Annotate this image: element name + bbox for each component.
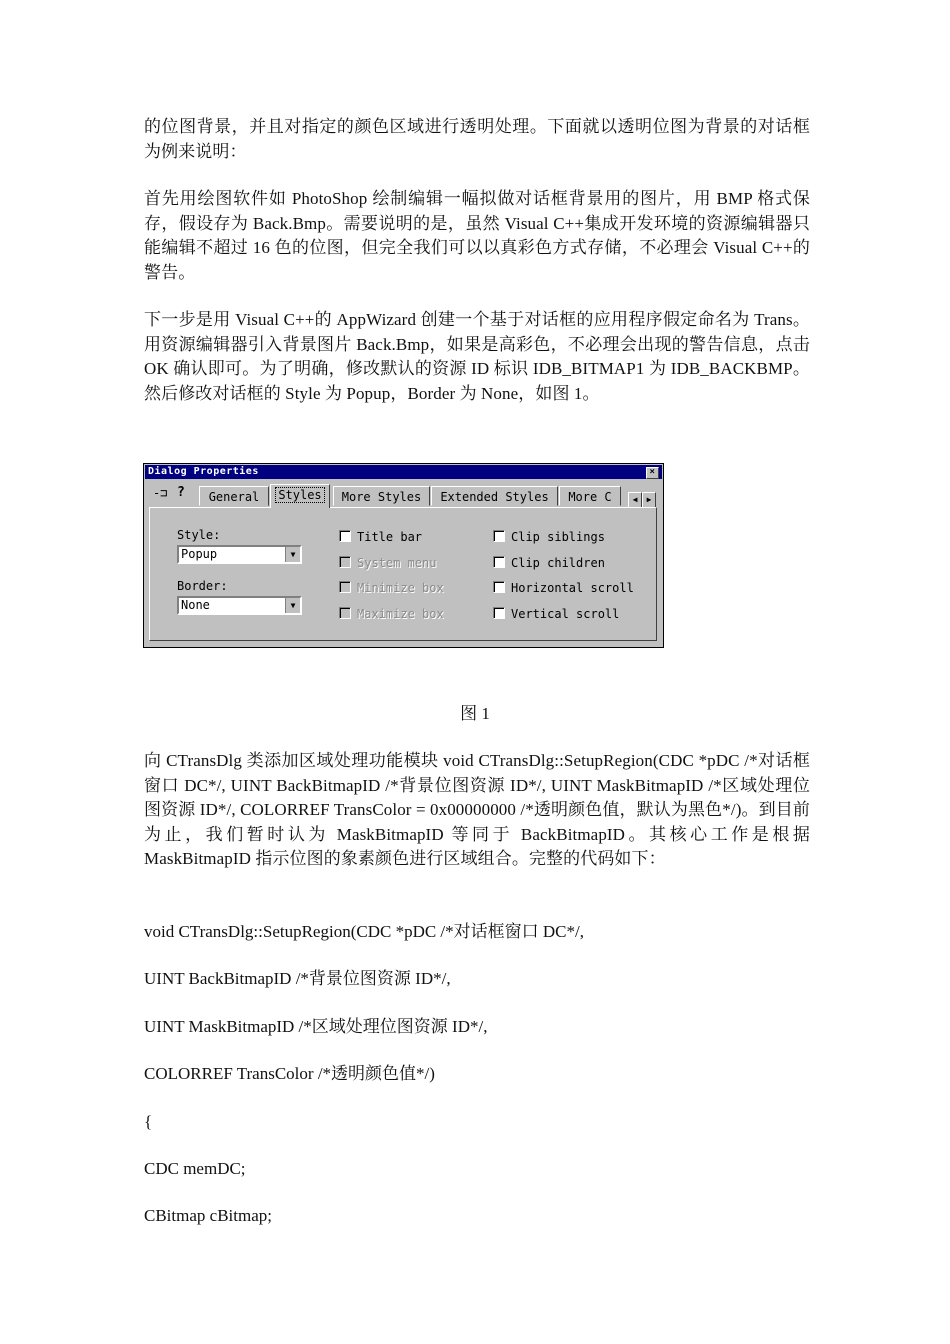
pin-icon[interactable]: -⊐ <box>153 486 168 500</box>
tab-more-styles[interactable]: More Styles <box>333 486 430 506</box>
styles-panel <box>149 507 657 641</box>
paragraph-setup-region: 向 CTransDlg 类添加区域处理功能模块 void CTransDlg::SetupRegion(CDC *pDC /*对话框窗口 DC*/, UINT BackBitmapID /*背景位图资源 ID*/, UINT MaskBitmapID /*区域处理位图资源 ID*/, COLORREF TransColor = 0x00000000 /*透明颜色值，默认为黑色*/)。到目前为止，我们暂时认为 MaskBitmapID 等同于 BackBitmapID。其核心工作是根据 MaskBitmapID 指示位图的象素颜色进行区域组合。完整的代码如下： <box>144 751 810 868</box>
dialog-title-bar <box>145 465 662 479</box>
checkbox-box[interactable] <box>493 607 505 619</box>
checkbox-clip-children[interactable]: Clip children <box>493 556 605 570</box>
paragraph-bitmap-prep: 首先用绘图软件如 PhotoShop 绘制编辑一幅拟做对话框背景用的图片，用 BMP 格式保存，假设存为 Back.Bmp。需要说明的是，虽然 Visual C++集成开发环境的资源编辑器只能编辑不超过 16 色的位图，但完全我们可以以真彩色方式存储，不必理会 Visual C++的警告。 <box>144 189 810 282</box>
checkbox-box <box>339 556 351 568</box>
chevron-down-icon[interactable]: ▼ <box>285 598 300 613</box>
tab-scroll-left-icon[interactable]: ◀ <box>628 492 642 508</box>
dialog-title: Dialog Properties <box>148 466 259 477</box>
border-label: Border: <box>177 579 228 593</box>
checkbox-minimize-box: Minimize box <box>339 581 444 595</box>
code-line: CBitmap cBitmap; <box>144 1206 272 1225</box>
checkbox-box <box>339 607 351 619</box>
tab-scroll-right-icon[interactable]: ▶ <box>642 492 656 508</box>
code-line: UINT BackBitmapID /*背景位图资源 ID*/, <box>144 969 451 988</box>
style-select[interactable]: Popup ▼ <box>177 545 302 564</box>
checkbox-system-menu: System menu <box>339 556 436 570</box>
checkbox-box[interactable] <box>493 530 505 542</box>
checkbox-vertical-scroll[interactable]: Vertical scroll <box>493 607 619 621</box>
tab-styles[interactable]: Styles <box>270 484 330 508</box>
checkbox-title-bar[interactable]: Title bar <box>339 530 422 544</box>
checkbox-box[interactable] <box>339 530 351 542</box>
checkbox-box[interactable] <box>493 581 505 593</box>
tab-extended-styles[interactable]: Extended Styles <box>431 486 558 506</box>
code-line: { <box>144 1112 153 1131</box>
checkbox-box <box>339 581 351 593</box>
code-line: COLORREF TransColor /*透明颜色值*/) <box>144 1064 435 1083</box>
tab-more-c[interactable]: More C <box>559 486 621 506</box>
code-line: CDC memDC; <box>144 1159 246 1178</box>
checkbox-horizontal-scroll[interactable]: Horizontal scroll <box>493 581 634 595</box>
close-icon[interactable]: × <box>646 467 659 479</box>
border-select[interactable]: None ▼ <box>177 596 302 615</box>
checkbox-box[interactable] <box>493 556 505 568</box>
dialog-properties-figure <box>143 463 664 648</box>
paragraph-appwizard: 下一步是用 Visual C++的 AppWizard 创建一个基于对话框的应用程序假定命名为 Trans。用资源编辑器引入背景图片 Back.Bmp，如果是高彩色，不必理会出现的警告信息，点击 OK 确认即可。为了明确，修改默认的资源 ID 标识 IDB_BITMAP1 为 IDB_BACKBMP。然后修改对话框的 Style 为 Popup，Border 为 None，如图 1。 <box>144 310 810 403</box>
checkbox-maximize-box: Maximize box <box>339 607 444 621</box>
tab-general[interactable]: General <box>199 486 269 506</box>
help-icon[interactable]: ? <box>177 485 185 500</box>
code-line: UINT MaskBitmapID /*区域处理位图资源 ID*/, <box>144 1017 488 1036</box>
paragraph-intro: 的位图背景，并且对指定的颜色区域进行透明处理。下面就以透明位图为背景的对话框为例来说明： <box>144 117 810 161</box>
chevron-down-icon[interactable]: ▼ <box>285 547 300 562</box>
style-label: Style: <box>177 528 221 542</box>
checkbox-clip-siblings[interactable]: Clip siblings <box>493 530 605 544</box>
code-line: void CTransDlg::SetupRegion(CDC *pDC /*对话框窗口 DC*/, <box>144 922 584 941</box>
figure-caption: 图 1 <box>460 704 490 723</box>
